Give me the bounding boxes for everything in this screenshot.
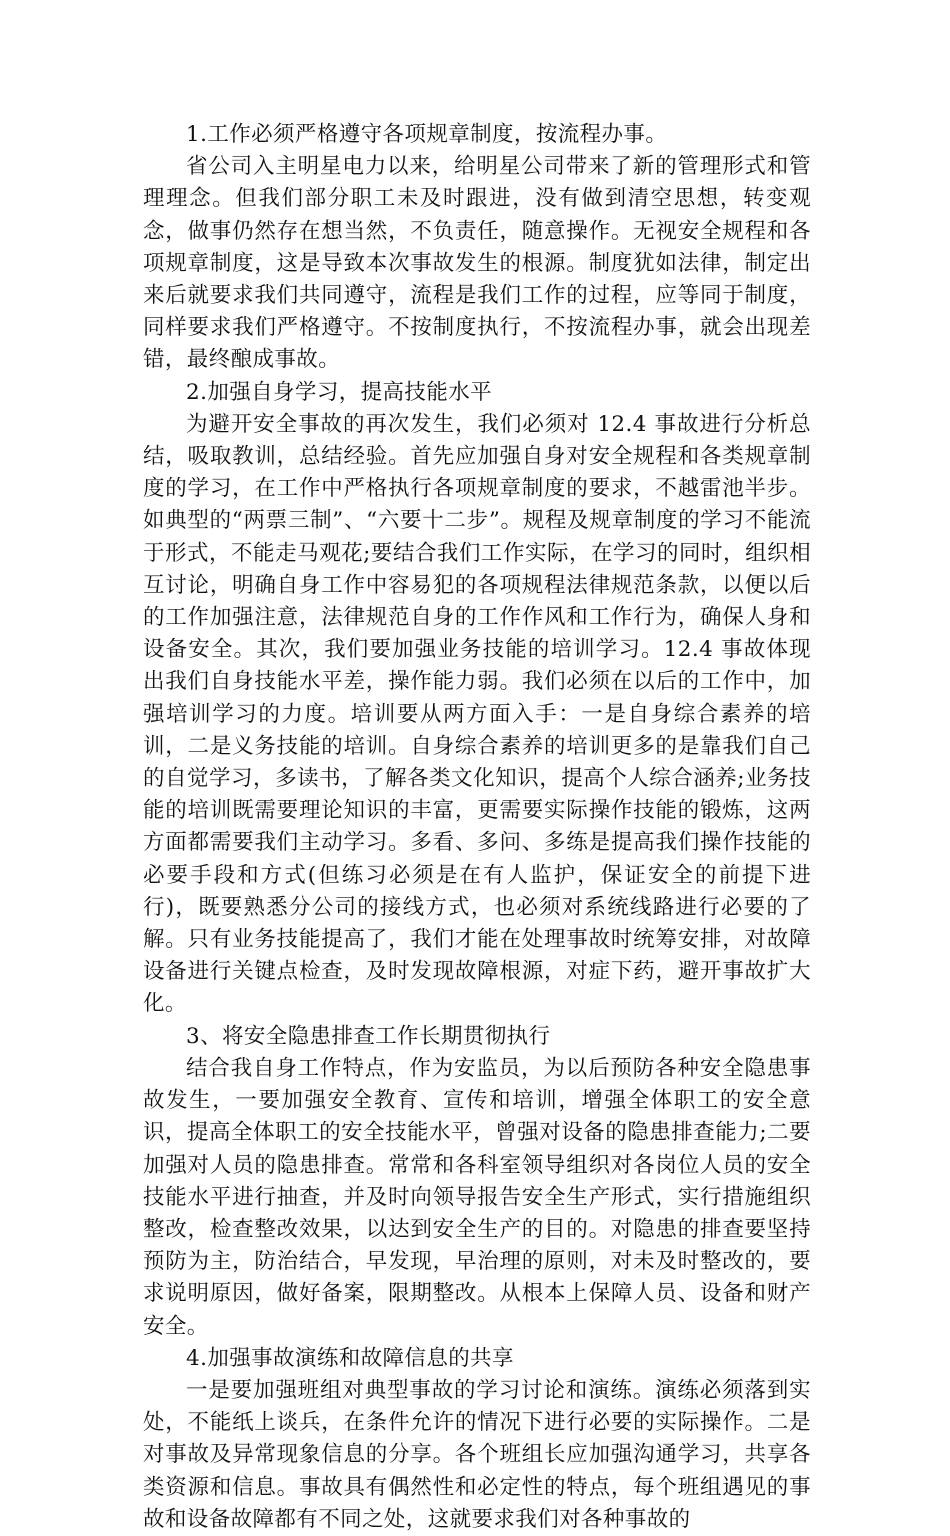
section-heading: 1.工作必须严格遵守各项规章制度，按流程办事。 [186, 122, 668, 147]
body-paragraph: 省公司入主明星电力以来，给明星公司带来了新的管理形式和管理理念。但我们部分职工未及时跟进，没有做到清空思想，转变观念，做事仍然存在想当然，不负责任，随意操作。无视安全规程和各项规章制度，这是导致本次事故发生的根源。制度犹如法律，制定出来后就要求我们共同遵守，流程是我们工作的过程，应等同于制度，同样要求我们严格遵守。不按制度执行，不按流程办事，就会出现差错，最终酿成事故。 [143, 154, 811, 373]
body-paragraph: 结合我自身工作特点，作为安监员，为以后预防各种安全隐患事故发生，一要加强安全教育、宣传和培训，增强全体职工的安全意识，提高全体职工的安全技能水平，曾强对设备的隐患排查能力;二要加强对人员的隐患排查。常常和各科室领导组织对各岗位人员的安全技能水平进行抽查，并及时向领导报告安全生产形式，实行措施组织整改，检查整改效果，以达到安全生产的目的。对隐患的排查要坚持预防为主，防治结合，早发现，早治理的原则，对未及时整改的，要求说明原因，做好备案，限期整改。从根本上保障人员、设备和财产安全。 [143, 1055, 811, 1339]
section-heading: 4.加强事故演练和故障信息的共享 [186, 1345, 514, 1371]
body-paragraph: 一是要加强班组对典型事故的学习讨论和演练。演练必须落到实处，不能纸上谈兵，在条件允许的情况下进行必要的实际操作。二是对事故及异常现象信息的分享。各个班组长应加强沟通学习，共享各类资源和信息。事故具有偶然性和必定性的特点，每个班组遇见的事故和设备故障都有不同之处，这就要求我们对各种事故的 [143, 1377, 811, 1532]
document-body [143, 119, 811, 1536]
section-heading: 3、将安全隐患排查工作长期贯彻执行 [186, 1023, 551, 1049]
body-paragraph: 为避开安全事故的再次发生，我们必须对 12.4 事故进行分析总结，吸取教训，总结经验。首先应加强自身对安全规程和各类规章制度的学习，在工作中严格执行各项规章制度的要求，不越雷池半步。如典型的“两票三制”、“六要十二步”。规程及规章制度的学习不能流于形式，不能走马观花;要结合我们工作实际，在学习的同时，组织相互讨论，明确自身工作中容易犯的各项规程法律规范条款，以便以后的工作加强注意，法律规范自身的工作作风和工作行为，确保人身和设备安全。其次，我们要加强业务技能的培训学习。12.4 事故体现出我们自身技能水平差，操作能力弱。我们必须在以后的工作中，加强培训学习的力度。培训要从两方面入手：一是自身综合素养的培训，二是义务技能的培训。自身综合素养的培训更多的是靠我们自己的自觉学习，多读书，了解各类文化知识，提高个人综合涵养;业务技能的培训既需要理论知识的丰富，更需要实际操作技能的锻炼，这两方面都需要我们主动学习。多看、多问、多练是提高我们操作技能的必要手段和方式(但练习必须是在有人监护，保证安全的前提下进行)，既要熟悉分公司的接线方式，也必须对系统线路进行必要的了解。只有业务技能提高了，我们才能在处理事故时统筹安排，对故障设备进行关键点检查，及时发现故障根源，对症下药，避开事故扩大化。 [143, 411, 811, 1017]
section-heading: 2.加强自身学习，提高技能水平 [186, 379, 493, 405]
